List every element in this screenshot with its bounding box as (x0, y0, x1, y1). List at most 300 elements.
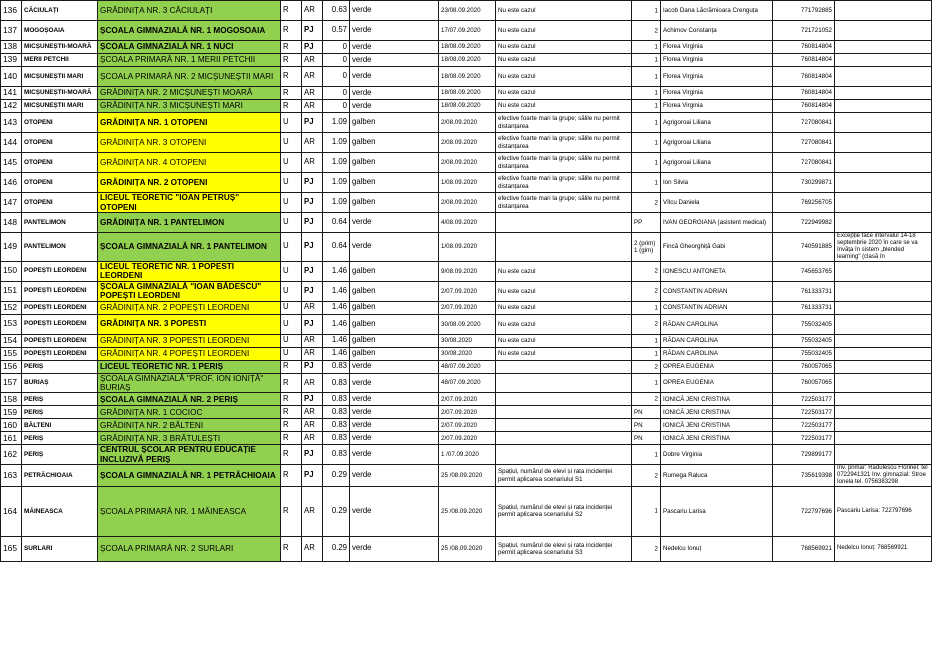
reason-cell (496, 419, 632, 432)
table-row (1, 281, 932, 301)
date-cell: 25 /08.09.2020 (439, 536, 496, 561)
school-name-cell: GRĂDINIȚA NR. 3 OTOPENI (98, 133, 281, 153)
reason-cell: Nu este cazul (496, 261, 632, 281)
table-row (1, 100, 932, 113)
contact-person-cell: Agrigoroai Liliana (661, 133, 773, 153)
row-number: 144 (1, 133, 22, 153)
date-cell: 18/08.09.2020 (439, 100, 496, 113)
scenario-cell: verde (350, 233, 439, 262)
reason-cell (496, 233, 632, 262)
reason-cell: Nu este cazul (496, 87, 632, 100)
phone-cell: 727080841 (773, 133, 835, 153)
contact-person-cell: IONICĂ JENI CRISTINA (661, 419, 773, 432)
class-count: 1 (654, 6, 658, 14)
row-number: 157 (1, 373, 22, 393)
incidence-rate-cell: 0 (323, 54, 350, 67)
row-number: 156 (1, 360, 22, 373)
scenario-cell: galben (350, 261, 439, 281)
extra-cell (632, 406, 661, 419)
phone-cell: 722503177 (773, 419, 835, 432)
unit-type-cell: PJ (302, 233, 323, 262)
contact-person-cell: Rumega Raluca (661, 465, 773, 487)
locality-cell: OTOPENI (22, 153, 98, 173)
extra-cell (632, 393, 661, 406)
class-count: 1 (654, 507, 658, 515)
extra-cell (632, 281, 661, 301)
zone-cell: U (281, 113, 302, 133)
zone-cell: U (281, 347, 302, 360)
locality-cell: PERIȘ (22, 432, 98, 445)
extra-cell (632, 486, 661, 536)
locality-cell: PERIȘ (22, 445, 98, 465)
scenario-cell: verde (350, 41, 439, 54)
observations-cell (835, 419, 932, 432)
unit-type-cell: AR (302, 419, 323, 432)
scenario-cell: verde (350, 213, 439, 233)
observations-cell (835, 347, 932, 360)
school-name-cell: GRĂDINIȚA NR. 3 POPESTI LEORDENI (98, 334, 281, 347)
phone-cell: 760814804 (773, 67, 835, 87)
phone-cell: 735619398 (773, 465, 835, 487)
incidence-rate-cell: 0.63 (323, 1, 350, 21)
reason-cell: efective foarte mari la grupe; sălile nu permit distanțarea (496, 153, 632, 173)
row-number: 165 (1, 536, 22, 561)
observations-cell: Nedelcu Ionuț: 768569921 (835, 536, 932, 561)
school-name-cell: LICEUL TEORETIC NR. 1 PERIȘ (98, 360, 281, 373)
observations-cell (835, 54, 932, 67)
school-name-cell: GRĂDINIȚA NR. 1 OTOPENI (98, 113, 281, 133)
locality-cell: PANTELIMON (22, 213, 98, 233)
observations-cell: Excepție face intervalul 14-18 septembrie 2020 în care se va învăța în sistem „blended learning" (clasă în (835, 233, 932, 262)
scenario-cell: verde (350, 486, 439, 536)
contact-person-cell: Achimov Constanța (661, 21, 773, 41)
reason-cell (496, 406, 632, 419)
scenario-cell: galben (350, 347, 439, 360)
class-count: 2 (654, 26, 658, 34)
class-count: 2 (654, 395, 658, 403)
scenario-cell: verde (350, 536, 439, 561)
reason-cell: Nu este cazul (496, 334, 632, 347)
zone-cell: U (281, 301, 302, 314)
locality-cell: OTOPENI (22, 133, 98, 153)
unit-type-cell: PJ (302, 261, 323, 281)
extra-cell (632, 334, 661, 347)
extra-cell (632, 133, 661, 153)
extra-cell (632, 173, 661, 193)
reason-cell: Nu este cazul (496, 1, 632, 21)
contact-person-cell: Florea Virginia (661, 100, 773, 113)
incidence-rate-cell: 0.64 (323, 233, 350, 262)
locality-cell: POPEȘTI LEORDENI (22, 281, 98, 301)
zone-cell: R (281, 373, 302, 393)
date-cell: 18/08.09.2020 (439, 67, 496, 87)
incidence-rate-cell: 0.29 (323, 465, 350, 487)
date-cell: 4/08.09.2020 (439, 213, 496, 233)
unit-type-cell: AR (302, 432, 323, 445)
contact-person-cell: OPREA EUGENIA (661, 373, 773, 393)
class-count: 2 (654, 287, 658, 295)
incidence-rate-cell: 1.46 (323, 334, 350, 347)
contact-person-cell: Ion Silvia (661, 173, 773, 193)
row-number: 153 (1, 314, 22, 334)
row-number: 158 (1, 393, 22, 406)
school-name-cell: ȘCOALA GIMNAZIALĂ NR. 1 PANTELIMON (98, 233, 281, 262)
row-number: 162 (1, 445, 22, 465)
incidence-rate-cell: 0.83 (323, 419, 350, 432)
table-row (1, 1, 932, 21)
contact-person-cell: CONSTANTIN ADRIAN (661, 281, 773, 301)
row-number: 137 (1, 21, 22, 41)
school-name-cell: GRĂDINIȚA NR. 2 OTOPENI (98, 173, 281, 193)
extra-text: PN (634, 408, 643, 416)
school-name-cell: LICEUL TEORETIC "IOAN PETRUȘ" OTOPENI (98, 193, 281, 213)
scenario-cell: verde (350, 87, 439, 100)
reason-cell: Nu este cazul (496, 281, 632, 301)
table-row (1, 419, 932, 432)
extra-cell (632, 233, 661, 262)
date-cell: 2/08.09.2020 (439, 133, 496, 153)
phone-cell: 722949982 (773, 213, 835, 233)
scenario-cell: verde (350, 465, 439, 487)
row-number: 149 (1, 233, 22, 262)
contact-person-cell: Agrigoroai Liliana (661, 153, 773, 173)
zone-cell: U (281, 334, 302, 347)
date-cell: 18/08.09.2020 (439, 87, 496, 100)
locality-cell: MICȘUNEȘTII MARI (22, 100, 98, 113)
extra-cell (632, 54, 661, 67)
school-name-cell: ȘCOALA PRIMARĂ NR. 2 SURLARI (98, 536, 281, 561)
phone-cell: 722503177 (773, 393, 835, 406)
scenario-cell: verde (350, 54, 439, 67)
date-cell: 18/08.09.2020 (439, 41, 496, 54)
table-row (1, 21, 932, 41)
table-row (1, 347, 932, 360)
date-cell: 25 /08.09.2020 (439, 465, 496, 487)
school-name-cell: GRĂDINIȚA NR. 2 MICȘUNEȘTI MOARĂ (98, 87, 281, 100)
zone-cell: R (281, 419, 302, 432)
incidence-rate-cell: 1.46 (323, 347, 350, 360)
zone-cell: U (281, 213, 302, 233)
zone-cell: R (281, 406, 302, 419)
locality-cell: POPEȘTI LEORDENI (22, 314, 98, 334)
incidence-rate-cell: 0.83 (323, 393, 350, 406)
school-name-cell: GRĂDINIȚA NR. 4 POPEȘTI LEORDENI (98, 347, 281, 360)
reason-cell: Nu este cazul (496, 54, 632, 67)
zone-cell: R (281, 393, 302, 406)
zone-cell: R (281, 54, 302, 67)
zone-cell: R (281, 41, 302, 54)
observations-cell (835, 373, 932, 393)
unit-type-cell: AR (302, 373, 323, 393)
school-name-cell: GRĂDINIȚA NR. 1 PANTELIMON (98, 213, 281, 233)
date-cell: 1 /07.09.2020 (439, 445, 496, 465)
row-number: 141 (1, 87, 22, 100)
unit-type-cell: PJ (302, 465, 323, 487)
class-count: 1 (654, 337, 658, 344)
school-name-cell: GRĂDINIȚA NR. 3 MICȘUNEȘTI MARI (98, 100, 281, 113)
locality-cell: OTOPENI (22, 113, 98, 133)
table-row (1, 373, 932, 393)
observations-cell (835, 41, 932, 54)
unit-type-cell: AR (302, 133, 323, 153)
reason-cell: Nu este cazul (496, 67, 632, 87)
scenario-cell: verde (350, 445, 439, 465)
phone-cell: 755032405 (773, 347, 835, 360)
scenario-cell: verde (350, 419, 439, 432)
date-cell: 2/07.09.2020 (439, 432, 496, 445)
incidence-rate-cell: 1.46 (323, 281, 350, 301)
row-number: 143 (1, 113, 22, 133)
zone-cell: R (281, 87, 302, 100)
school-name-cell: CENTRUL ȘCOLAR PENTRU EDUCAȚIE INCLUZIVĂ PERIȘ (98, 445, 281, 465)
date-cell: 1/08.09.2020 (439, 233, 496, 262)
table-row (1, 87, 932, 100)
unit-type-cell: PJ (302, 213, 323, 233)
reason-cell: efective foarte mari la grupe; sălile nu permit distanțarea (496, 133, 632, 153)
row-number: 150 (1, 261, 22, 281)
scenario-cell: galben (350, 133, 439, 153)
zone-cell: U (281, 133, 302, 153)
school-name-cell: GRĂDINIȚA NR. 3 CĂCIULAȚI (98, 1, 281, 21)
locality-cell: POPEȘTI LEORDENI (22, 347, 98, 360)
table-row (1, 153, 932, 173)
locality-cell: PERIȘ (22, 360, 98, 373)
extra-cell (632, 445, 661, 465)
contact-person-cell: RĂDAN CAROLINA (661, 334, 773, 347)
extra-cell (632, 100, 661, 113)
unit-type-cell: AR (302, 100, 323, 113)
contact-person-cell: Agrigoroai Liliana (661, 113, 773, 133)
incidence-rate-cell: 1.09 (323, 173, 350, 193)
table-row (1, 393, 932, 406)
reason-cell: Spațiul, numărul de elevi și rata incidenței permit aplicarea scenariului S2 (496, 486, 632, 536)
reason-cell: Nu este cazul (496, 41, 632, 54)
row-number: 154 (1, 334, 22, 347)
row-number: 140 (1, 67, 22, 87)
observations-cell (835, 314, 932, 334)
table-row (1, 233, 932, 262)
contact-person-cell: Nedelcu Ionuț (661, 536, 773, 561)
school-name-cell: ȘCOALA PRIMARĂ NR. 2 MICȘUNEȘTII MARI (98, 67, 281, 87)
locality-cell: MICȘUNEȘTII-MOARĂ (22, 87, 98, 100)
phone-cell: 722503177 (773, 406, 835, 419)
scenario-cell: verde (350, 406, 439, 419)
incidence-rate-cell: 1.46 (323, 301, 350, 314)
school-name-cell: ȘCOALA GIMNAZIALĂ NR. 2 PERIȘ (98, 393, 281, 406)
scenario-cell: galben (350, 281, 439, 301)
row-number: 145 (1, 153, 22, 173)
extra-text: PN (634, 434, 643, 442)
scenario-cell: verde (350, 432, 439, 445)
school-name-cell: GRĂDINIȚA NR. 4 OTOPENI (98, 153, 281, 173)
reason-cell (496, 373, 632, 393)
row-number: 138 (1, 41, 22, 54)
scenario-cell: galben (350, 193, 439, 213)
contact-person-cell: Florea Virginia (661, 54, 773, 67)
table-row (1, 406, 932, 419)
phone-cell: 730299871 (773, 173, 835, 193)
incidence-rate-cell: 1.46 (323, 314, 350, 334)
incidence-rate-cell: 1.09 (323, 133, 350, 153)
zone-cell: U (281, 261, 302, 281)
contact-person-cell: Florea Virginia (661, 87, 773, 100)
unit-type-cell: PJ (302, 21, 323, 41)
date-cell: 2/08.09.2020 (439, 153, 496, 173)
reason-cell: efective foarte mari la grupe; sălile nu permit distanțarea (496, 193, 632, 213)
phone-cell: 727080841 (773, 113, 835, 133)
table-row (1, 334, 932, 347)
scenario-cell: verde (350, 1, 439, 21)
school-name-cell: LICEUL TEORETIC NR. 1 POPESTI LEORDENI (98, 261, 281, 281)
unit-type-cell: AR (302, 54, 323, 67)
incidence-rate-cell: 1.09 (323, 153, 350, 173)
scenario-cell: verde (350, 67, 439, 87)
extra-cell (632, 213, 661, 233)
date-cell: 2/07.09.2020 (439, 281, 496, 301)
table-row (1, 445, 932, 465)
class-count: 1 (654, 178, 658, 186)
scenario-cell: galben (350, 153, 439, 173)
locality-cell: PETRĂCHIOAIA (22, 465, 98, 487)
phone-cell: 729899177 (773, 445, 835, 465)
incidence-rate-cell: 0.83 (323, 445, 350, 465)
observations-cell (835, 87, 932, 100)
scenario-cell: galben (350, 301, 439, 314)
table-row (1, 173, 932, 193)
class-count: 1 (654, 304, 658, 311)
incidence-rate-cell: 0.83 (323, 432, 350, 445)
contact-person-cell: Fincă Gheorghiță Gabi (661, 233, 773, 262)
observations-cell (835, 173, 932, 193)
phone-cell: 722503177 (773, 432, 835, 445)
contact-person-cell: Pascariu Larisa (661, 486, 773, 536)
observations-cell (835, 393, 932, 406)
phone-cell: 760814804 (773, 87, 835, 100)
unit-type-cell: PJ (302, 113, 323, 133)
reason-cell: Nu este cazul (496, 301, 632, 314)
reason-cell (496, 360, 632, 373)
date-cell: 48/07.09.2020 (439, 360, 496, 373)
date-cell: 2/08.09.2020 (439, 113, 496, 133)
incidence-rate-cell: 0 (323, 67, 350, 87)
unit-type-cell: AR (302, 67, 323, 87)
class-count: 2 (654, 267, 658, 275)
locality-cell: POPEȘTI LEORDENI (22, 301, 98, 314)
observations-cell (835, 261, 932, 281)
school-name-cell: ȘCOALA PRIMARĂ NR. 1 MĂINEASCA (98, 486, 281, 536)
locality-cell: MICȘUNEȘTII-MOARĂ (22, 41, 98, 54)
observations-cell (835, 301, 932, 314)
date-cell: 9/08.09.2020 (439, 261, 496, 281)
incidence-rate-cell: 0 (323, 100, 350, 113)
observations-cell (835, 193, 932, 213)
extra-text: 2 (prim) 1 (gim) (634, 239, 656, 254)
table-row (1, 113, 932, 133)
row-number: 163 (1, 465, 22, 487)
extra-cell (632, 261, 661, 281)
date-cell: 2/07.09.2020 (439, 301, 496, 314)
extra-cell (632, 373, 661, 393)
table-row (1, 486, 932, 536)
zone-cell: U (281, 193, 302, 213)
unit-type-cell: AR (302, 1, 323, 21)
table-row (1, 314, 932, 334)
contact-person-cell: IONICĂ JENI CRISTINA (661, 432, 773, 445)
locality-cell: MĂINEASCA (22, 486, 98, 536)
row-number: 159 (1, 406, 22, 419)
extra-cell (632, 536, 661, 561)
zone-cell: U (281, 314, 302, 334)
class-count: 1 (654, 138, 658, 146)
school-name-cell: GRĂDINIȚA NR. 2 POPEȘTI LEORDENI (98, 301, 281, 314)
contact-person-cell: IONICĂ JENI CRISTINA (661, 393, 773, 406)
contact-person-cell: Florea Virginia (661, 41, 773, 54)
row-number: 146 (1, 173, 22, 193)
row-number: 139 (1, 54, 22, 67)
locality-cell: MICȘUNEȘTII MARI (22, 67, 98, 87)
table-row (1, 301, 932, 314)
contact-person-cell: Vîlcu Daniela (661, 193, 773, 213)
observations-cell: Pascariu Larisa: 722797696 (835, 486, 932, 536)
extra-cell (632, 193, 661, 213)
contact-person-cell: IONESCU ANTONETA (661, 261, 773, 281)
unit-type-cell: AR (302, 153, 323, 173)
school-name-cell: ȘCOALA GIMNAZIALĂ "PROF. ION IONIȚĂ" BURIAȘ (98, 373, 281, 393)
extra-cell (632, 67, 661, 87)
extra-cell (632, 87, 661, 100)
zone-cell: U (281, 233, 302, 262)
phone-cell: 721721052 (773, 21, 835, 41)
contact-person-cell: RĂDAN CAROLINA (661, 314, 773, 334)
scenario-cell: galben (350, 113, 439, 133)
date-cell: 2/07.09.2020 (439, 419, 496, 432)
row-number: 161 (1, 432, 22, 445)
phone-cell: 760814804 (773, 41, 835, 54)
unit-type-cell: PJ (302, 445, 323, 465)
locality-cell: POPEȘTI LEORDENI (22, 261, 98, 281)
phone-cell: 760057065 (773, 373, 835, 393)
zone-cell: U (281, 173, 302, 193)
class-count: 1 (654, 158, 658, 166)
locality-cell: PANTELIMON (22, 233, 98, 262)
class-count: 2 (654, 545, 658, 553)
incidence-rate-cell: 0.29 (323, 486, 350, 536)
zone-cell: R (281, 67, 302, 87)
phone-cell: 760814804 (773, 54, 835, 67)
extra-text: PN (634, 421, 643, 429)
unit-type-cell: AR (302, 334, 323, 347)
extra-cell (632, 360, 661, 373)
reason-cell: Spațiul, numărul de elevi și rata incidenței permit aplicarea scenariului S1 (496, 465, 632, 487)
school-name-cell: GRĂDINIȚA NR. 2 BĂLTENI (98, 419, 281, 432)
scenario-cell: verde (350, 360, 439, 373)
date-cell: 2/07.09.2020 (439, 406, 496, 419)
extra-cell (632, 41, 661, 54)
row-number: 152 (1, 301, 22, 314)
class-count: 2 (654, 363, 658, 370)
scenario-cell: galben (350, 314, 439, 334)
unit-type-cell: AR (302, 347, 323, 360)
table-row (1, 41, 932, 54)
scenario-cell: verde (350, 100, 439, 113)
unit-type-cell: PJ (302, 314, 323, 334)
scenario-cell: verde (350, 21, 439, 41)
observations-cell (835, 334, 932, 347)
observations-cell (835, 406, 932, 419)
observations-cell (835, 1, 932, 21)
incidence-rate-cell: 1.09 (323, 113, 350, 133)
date-cell: 18/08.09.2020 (439, 54, 496, 67)
